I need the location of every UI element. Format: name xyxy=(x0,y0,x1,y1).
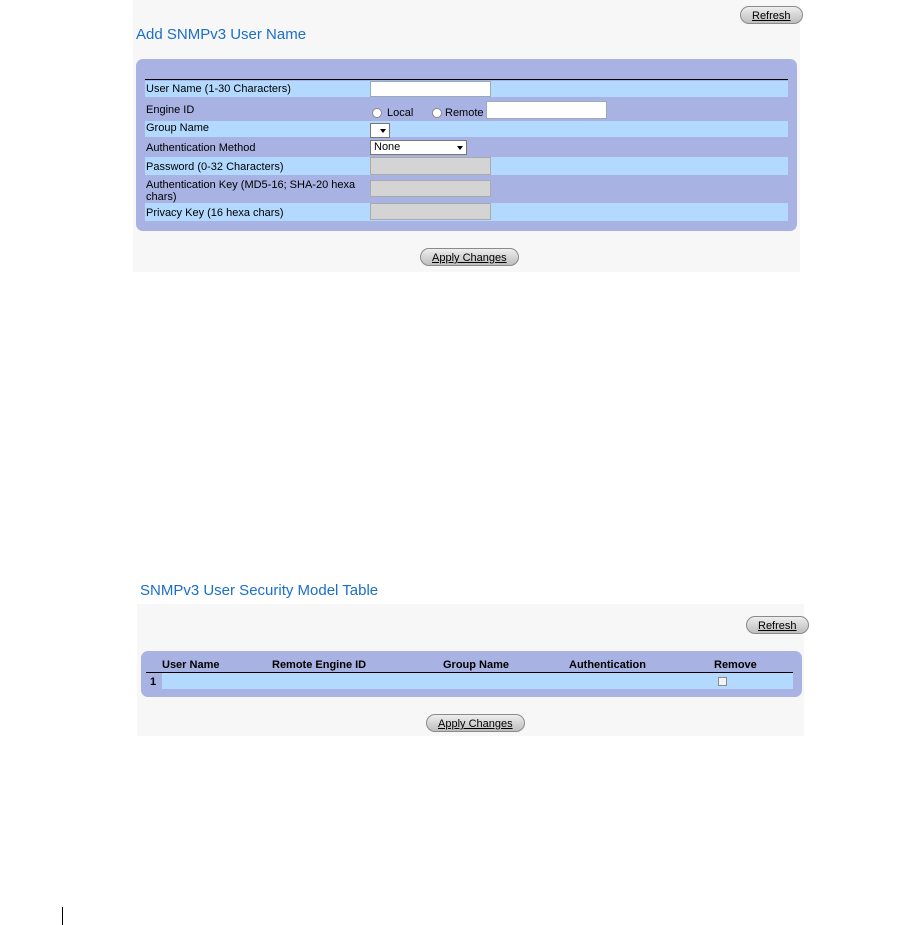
group-name-label: Group Name xyxy=(146,122,209,134)
engine-remote-input[interactable] xyxy=(486,101,607,119)
col-header-remote-engine-id: Remote Engine ID xyxy=(272,659,367,671)
row-remove-checkbox[interactable] xyxy=(718,677,727,686)
row-index: 1 xyxy=(150,676,157,688)
privacy-key-input[interactable] xyxy=(370,203,491,220)
privacy-key-label: Privacy Key (16 hexa chars) xyxy=(146,207,284,219)
user-name-label: User Name (1-30 Characters) xyxy=(146,83,291,95)
add-user-title: Add SNMPv3 User Name xyxy=(136,26,307,43)
auth-method-label: Authentication Method xyxy=(146,142,256,154)
page-margin-mark xyxy=(62,907,63,925)
password-label: Password (0-32 Characters) xyxy=(146,161,284,173)
engine-remote-label: Remote xyxy=(445,107,484,119)
engine-local-radio[interactable] xyxy=(372,108,382,118)
table-row xyxy=(146,673,793,689)
auth-method-select[interactable] xyxy=(370,140,467,155)
refresh-button-bottom[interactable]: Refresh xyxy=(746,616,809,634)
usm-table-panel xyxy=(141,651,802,697)
engine-local-label: Local xyxy=(387,107,414,119)
auth-method-row xyxy=(145,139,788,156)
auth-key-row xyxy=(145,178,788,202)
group-name-row xyxy=(145,121,788,137)
auth-key-input[interactable] xyxy=(370,180,491,197)
auth-method-value: None xyxy=(374,141,401,153)
col-header-remove: Remove xyxy=(714,659,757,671)
apply-changes-button-top[interactable]: Apply Changes xyxy=(420,248,519,266)
row-body xyxy=(162,673,793,689)
chevron-down-icon xyxy=(457,146,463,150)
add-user-form-panel xyxy=(136,59,797,231)
user-name-row xyxy=(145,81,788,97)
col-header-authentication: Authentication xyxy=(569,659,646,671)
col-header-group-name: Group Name xyxy=(443,659,510,671)
apply-changes-button-bottom[interactable]: Apply Changes xyxy=(426,714,525,732)
password-input[interactable] xyxy=(370,157,491,175)
privacy-key-row xyxy=(145,203,788,221)
group-name-select[interactable] xyxy=(370,123,390,138)
user-name-input[interactable] xyxy=(370,81,491,97)
usm-table-title: SNMPv3 User Security Model Table xyxy=(140,582,379,599)
chevron-down-icon xyxy=(380,129,386,133)
password-row xyxy=(145,157,788,175)
refresh-button-top[interactable]: Refresh xyxy=(740,6,803,24)
col-header-user-name: User Name xyxy=(162,659,220,671)
engine-remote-radio[interactable] xyxy=(432,108,442,118)
engine-id-row xyxy=(145,101,788,121)
engine-id-label: Engine ID xyxy=(146,104,195,116)
form-divider xyxy=(145,79,788,80)
auth-key-label-line2: chars) xyxy=(146,191,177,203)
auth-key-label-line1: Authentication Key (MD5-16; SHA-20 hexa xyxy=(146,179,356,191)
